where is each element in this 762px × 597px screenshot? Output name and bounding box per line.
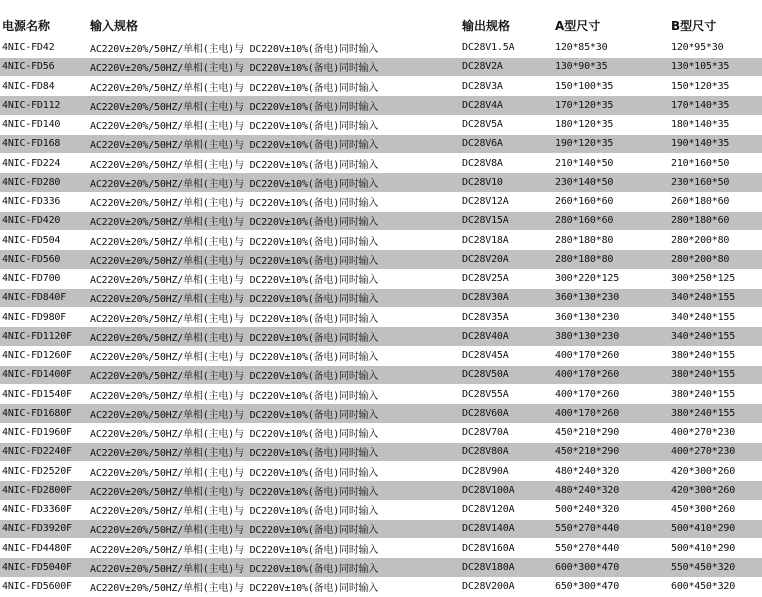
cell-size-a: 280*160*60 [555, 215, 614, 227]
cell-input: AC220V±20%/50HZ/单相(主电)与 DC220V±10%(备电)同时输入 [90, 63, 379, 75]
cell-size-b: 340*240*155 [671, 292, 736, 304]
cell-name: 4NIC-FD560 [2, 253, 61, 265]
cell-name: 4NIC-FD700 [2, 273, 61, 285]
cell-size-a: 280*180*80 [555, 234, 614, 246]
cell-name: 4NIC-FD336 [2, 196, 61, 208]
table-row [0, 173, 762, 192]
cell-size-b: 400*270*230 [671, 446, 736, 458]
cell-size-b: 260*180*60 [671, 196, 730, 208]
table-row [0, 211, 762, 230]
table-row [0, 154, 762, 173]
cell-size-a: 120*85*30 [555, 42, 608, 54]
cell-name: 4NIC-FD224 [2, 157, 61, 169]
cell-size-b: 420*300*260 [671, 465, 736, 477]
cell-name: 4NIC-FD1260F [2, 350, 72, 362]
cell-input: AC220V±20%/50HZ/单相(主电)与 DC220V±10%(备电)同时输入 [90, 236, 379, 248]
cell-name: 4NIC-FD1960F [2, 427, 72, 439]
cell-size-a: 190*120*35 [555, 138, 614, 150]
cell-size-a: 400*170*260 [555, 369, 620, 381]
cell-name: 4NIC-FD2240F [2, 446, 72, 458]
cell-name: 4NIC-FD1400F [2, 369, 72, 381]
header-size-b: B型尺寸 [669, 0, 762, 38]
cell-input: AC220V±20%/50HZ/单相(主电)与 DC220V±10%(备电)同时输入 [90, 275, 379, 287]
cell-input: AC220V±20%/50HZ/单相(主电)与 DC220V±10%(备电)同时输入 [90, 525, 379, 537]
cell-input: AC220V±20%/50HZ/单相(主电)与 DC220V±10%(备电)同时输入 [90, 352, 379, 364]
cell-size-b: 420*300*260 [671, 484, 736, 496]
cell-size-a: 600*300*470 [555, 561, 620, 573]
cell-output: DC28V3A [462, 80, 503, 92]
table-row [0, 269, 762, 288]
table-row [0, 539, 762, 558]
cell-size-a: 360*130*230 [555, 292, 620, 304]
table-row [0, 134, 762, 153]
cell-size-a: 480*240*320 [555, 484, 620, 496]
cell-input: AC220V±20%/50HZ/单相(主电)与 DC220V±10%(备电)同时输入 [90, 294, 379, 306]
table-row [0, 288, 762, 307]
cell-size-b: 180*140*35 [671, 119, 730, 131]
cell-input: AC220V±20%/50HZ/单相(主电)与 DC220V±10%(备电)同时输入 [90, 198, 379, 210]
header-row [0, 0, 762, 38]
cell-size-b: 340*240*155 [671, 311, 736, 323]
cell-output: DC28V1.5A [462, 42, 515, 54]
cell-output: DC28V60A [462, 407, 509, 419]
cell-output: DC28V5A [462, 119, 503, 131]
cell-input: AC220V±20%/50HZ/单相(主电)与 DC220V±10%(备电)同时输入 [90, 486, 379, 498]
cell-input: AC220V±20%/50HZ/单相(主电)与 DC220V±10%(备电)同时输入 [90, 563, 379, 575]
header-name: 电源名称 [0, 0, 88, 38]
cell-size-b: 190*140*35 [671, 138, 730, 150]
cell-size-b: 280*180*60 [671, 215, 730, 227]
cell-size-a: 300*220*125 [555, 273, 620, 285]
cell-input: AC220V±20%/50HZ/单相(主电)与 DC220V±10%(备电)同时输入 [90, 140, 379, 152]
cell-output: DC28V180A [462, 561, 515, 573]
cell-size-b: 280*200*80 [671, 253, 730, 265]
cell-input: AC220V±20%/50HZ/单相(主电)与 DC220V±10%(备电)同时输入 [90, 255, 379, 267]
cell-output: DC28V120A [462, 504, 515, 516]
table-row [0, 115, 762, 134]
cell-output: DC28V45A [462, 350, 509, 362]
cell-name: 4NIC-FD84 [2, 80, 55, 92]
cell-name: 4NIC-FD5040F [2, 561, 72, 573]
cell-name: 4NIC-FD3360F [2, 504, 72, 516]
cell-name: 4NIC-FD112 [2, 99, 61, 111]
cell-name: 4NIC-FD5600F [2, 581, 72, 593]
cell-size-b: 380*240*155 [671, 407, 736, 419]
cell-size-a: 380*130*230 [555, 330, 620, 342]
table-row [0, 385, 762, 404]
cell-size-b: 210*160*50 [671, 157, 730, 169]
cell-size-b: 500*410*290 [671, 523, 736, 535]
cell-size-a: 500*240*320 [555, 504, 620, 516]
cell-input: AC220V±20%/50HZ/单相(主电)与 DC220V±10%(备电)同时输入 [90, 506, 379, 518]
cell-size-a: 360*130*230 [555, 311, 620, 323]
cell-input: AC220V±20%/50HZ/单相(主电)与 DC220V±10%(备电)同时输入 [90, 390, 379, 402]
cell-name: 4NIC-FD42 [2, 42, 55, 54]
cell-size-a: 400*170*260 [555, 388, 620, 400]
table-row [0, 77, 762, 96]
table-row [0, 500, 762, 519]
cell-name: 4NIC-FD1540F [2, 388, 72, 400]
cell-name: 4NIC-FD4480F [2, 542, 72, 554]
cell-output: DC28V200A [462, 581, 515, 593]
cell-size-b: 150*120*35 [671, 80, 730, 92]
table-row [0, 558, 762, 577]
cell-input: AC220V±20%/50HZ/单相(主电)与 DC220V±10%(备电)同时输入 [90, 332, 379, 344]
table-row [0, 96, 762, 115]
cell-size-a: 260*160*60 [555, 196, 614, 208]
cell-output: DC28V10 [462, 176, 503, 188]
cell-output: DC28V6A [462, 138, 503, 150]
cell-output: DC28V25A [462, 273, 509, 285]
header-size-a: A型尺寸 [553, 0, 669, 38]
cell-output: DC28V30A [462, 292, 509, 304]
cell-output: DC28V15A [462, 215, 509, 227]
cell-output: DC28V18A [462, 234, 509, 246]
cell-input: AC220V±20%/50HZ/单相(主电)与 DC220V±10%(备电)同时输入 [90, 467, 379, 479]
table-row [0, 346, 762, 365]
cell-output: DC28V70A [462, 427, 509, 439]
table-row [0, 442, 762, 461]
table-row [0, 38, 762, 57]
cell-name: 4NIC-FD3920F [2, 523, 72, 535]
cell-name: 4NIC-FD504 [2, 234, 61, 246]
cell-name: 4NIC-FD140 [2, 119, 61, 131]
cell-input: AC220V±20%/50HZ/单相(主电)与 DC220V±10%(备电)同时输入 [90, 44, 379, 56]
header-input: 输入规格 [88, 0, 460, 38]
table-row [0, 404, 762, 423]
table-row [0, 308, 762, 327]
cell-size-b: 380*240*155 [671, 369, 736, 381]
cell-input: AC220V±20%/50HZ/单相(主电)与 DC220V±10%(备电)同时输入 [90, 409, 379, 421]
table-row [0, 327, 762, 346]
cell-input: AC220V±20%/50HZ/单相(主电)与 DC220V±10%(备电)同时输入 [90, 178, 379, 190]
cell-size-a: 150*100*35 [555, 80, 614, 92]
table-row [0, 519, 762, 538]
table-row [0, 481, 762, 500]
cell-size-a: 480*240*320 [555, 465, 620, 477]
cell-size-b: 340*240*155 [671, 330, 736, 342]
cell-size-b: 600*450*320 [671, 581, 736, 593]
table-body [0, 38, 762, 596]
cell-name: 4NIC-FD2520F [2, 465, 72, 477]
cell-size-b: 130*105*35 [671, 61, 730, 73]
table-header [0, 0, 762, 38]
cell-size-a: 400*170*260 [555, 407, 620, 419]
cell-size-a: 650*300*470 [555, 581, 620, 593]
cell-name: 4NIC-FD56 [2, 61, 55, 73]
cell-size-a: 280*180*80 [555, 253, 614, 265]
cell-input: AC220V±20%/50HZ/单相(主电)与 DC220V±10%(备电)同时输入 [90, 101, 379, 113]
cell-input: AC220V±20%/50HZ/单相(主电)与 DC220V±10%(备电)同时输入 [90, 217, 379, 229]
cell-size-b: 170*140*35 [671, 99, 730, 111]
cell-size-b: 280*200*80 [671, 234, 730, 246]
cell-size-a: 180*120*35 [555, 119, 614, 131]
cell-name: 4NIC-FD1120F [2, 330, 72, 342]
cell-output: DC28V4A [462, 99, 503, 111]
cell-output: DC28V8A [462, 157, 503, 169]
cell-size-b: 380*240*155 [671, 388, 736, 400]
cell-size-b: 500*410*290 [671, 542, 736, 554]
cell-input: AC220V±20%/50HZ/单相(主电)与 DC220V±10%(备电)同时输入 [90, 429, 379, 441]
cell-input: AC220V±20%/50HZ/单相(主电)与 DC220V±10%(备电)同时输入 [90, 313, 379, 325]
table-row [0, 231, 762, 250]
cell-input: AC220V±20%/50HZ/单相(主电)与 DC220V±10%(备电)同时输入 [90, 121, 379, 133]
cell-output: DC28V140A [462, 523, 515, 535]
cell-input: AC220V±20%/50HZ/单相(主电)与 DC220V±10%(备电)同时输入 [90, 544, 379, 556]
cell-output: DC28V80A [462, 446, 509, 458]
cell-name: 4NIC-FD980F [2, 311, 67, 323]
cell-name: 4NIC-FD840F [2, 292, 67, 304]
cell-output: DC28V160A [462, 542, 515, 554]
cell-size-a: 450*210*290 [555, 446, 620, 458]
cell-size-a: 550*270*440 [555, 523, 620, 535]
cell-size-a: 450*210*290 [555, 427, 620, 439]
cell-size-b: 550*450*320 [671, 561, 736, 573]
cell-size-b: 120*95*30 [671, 42, 724, 54]
cell-name: 4NIC-FD1680F [2, 407, 72, 419]
table-row [0, 577, 762, 596]
cell-size-b: 380*240*155 [671, 350, 736, 362]
cell-output: DC28V35A [462, 311, 509, 323]
cell-size-a: 550*270*440 [555, 542, 620, 554]
table-row [0, 365, 762, 384]
header-output: 输出规格 [460, 0, 553, 38]
cell-size-b: 230*160*50 [671, 176, 730, 188]
cell-size-b: 450*300*260 [671, 504, 736, 516]
table-row [0, 462, 762, 481]
cell-output: DC28V100A [462, 484, 515, 496]
table-row [0, 250, 762, 269]
cell-name: 4NIC-FD168 [2, 138, 61, 150]
cell-name: 4NIC-FD2800F [2, 484, 72, 496]
cell-size-b: 400*270*230 [671, 427, 736, 439]
cell-output: DC28V40A [462, 330, 509, 342]
table-row [0, 57, 762, 76]
table-row [0, 423, 762, 442]
cell-size-a: 230*140*50 [555, 176, 614, 188]
cell-output: DC28V20A [462, 253, 509, 265]
cell-output: DC28V90A [462, 465, 509, 477]
cell-output: DC28V50A [462, 369, 509, 381]
cell-output: DC28V55A [462, 388, 509, 400]
table-row [0, 192, 762, 211]
cell-name: 4NIC-FD280 [2, 176, 61, 188]
cell-input: AC220V±20%/50HZ/单相(主电)与 DC220V±10%(备电)同时输入 [90, 448, 379, 460]
cell-output: DC28V2A [462, 61, 503, 73]
cell-input: AC220V±20%/50HZ/单相(主电)与 DC220V±10%(备电)同时输入 [90, 371, 379, 383]
cell-name: 4NIC-FD420 [2, 215, 61, 227]
cell-input: AC220V±20%/50HZ/单相(主电)与 DC220V±10%(备电)同时输入 [90, 159, 379, 171]
cell-size-a: 210*140*50 [555, 157, 614, 169]
cell-input: AC220V±20%/50HZ/单相(主电)与 DC220V±10%(备电)同时输入 [90, 583, 379, 595]
cell-size-b: 300*250*125 [671, 273, 736, 285]
cell-size-a: 170*120*35 [555, 99, 614, 111]
cell-input: AC220V±20%/50HZ/单相(主电)与 DC220V±10%(备电)同时输入 [90, 82, 379, 94]
cell-size-a: 400*170*260 [555, 350, 620, 362]
cell-output: DC28V12A [462, 196, 509, 208]
cell-size-a: 130*90*35 [555, 61, 608, 73]
